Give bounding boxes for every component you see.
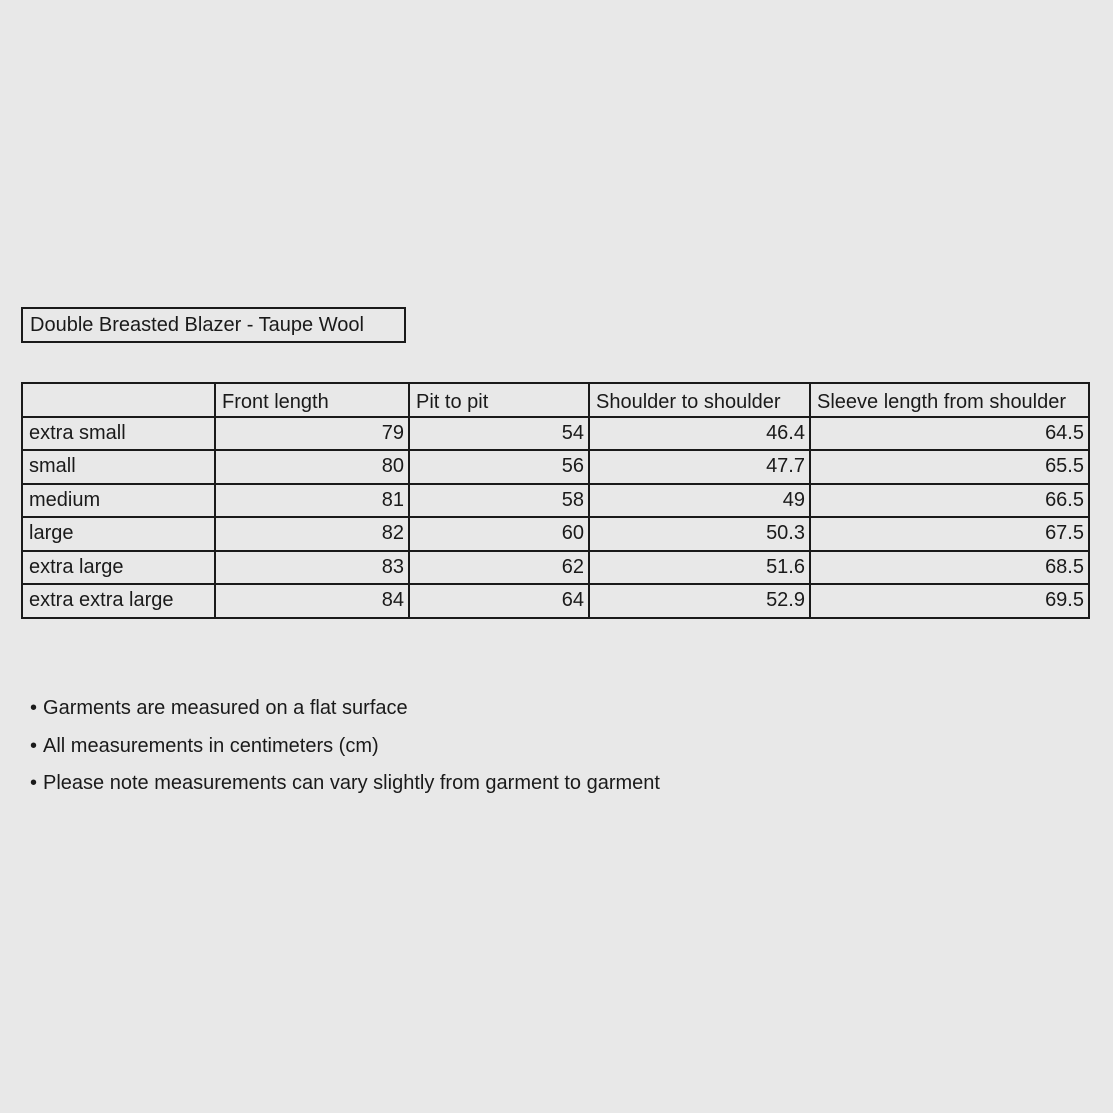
sleeve-length-cell: 68.5 (810, 551, 1089, 585)
table-row (22, 517, 1089, 551)
pit-to-pit-cell: 56 (409, 450, 589, 484)
header-cell-shoulder-to-shoulder: Shoulder to shoulder (589, 383, 810, 417)
front-length-cell: 81 (215, 484, 409, 518)
note-text: Please note measurements can vary slightly from garment to garment (43, 772, 660, 794)
shoulder-to-shoulder-cell: 52.9 (589, 584, 810, 618)
note-text: Garments are measured on a flat surface (43, 697, 408, 719)
note-item (30, 690, 660, 728)
table-row (22, 417, 1089, 451)
table-row (22, 484, 1089, 518)
shoulder-to-shoulder-cell: 47.7 (589, 450, 810, 484)
chart-title: Double Breasted Blazer - Taupe Wool (21, 307, 406, 343)
sleeve-length-cell: 67.5 (810, 517, 1089, 551)
bullet-icon: • (30, 734, 38, 757)
size-label: extra extra large (22, 584, 215, 618)
table-row (22, 551, 1089, 585)
size-label: medium (22, 484, 215, 518)
sleeve-length-cell: 69.5 (810, 584, 1089, 618)
size-label: large (22, 517, 215, 551)
header-cell-sleeve-length: Sleeve length from shoulder (810, 383, 1089, 417)
bullet-icon: • (30, 772, 38, 794)
note-item (30, 728, 660, 766)
table-row (22, 584, 1089, 618)
front-length-cell: 82 (215, 517, 409, 551)
note-item (30, 765, 660, 803)
header-cell-corner (22, 383, 215, 417)
pit-to-pit-cell: 54 (409, 417, 589, 451)
size-label: small (22, 450, 215, 484)
front-length-cell: 80 (215, 450, 409, 484)
sleeve-length-cell: 66.5 (810, 484, 1089, 518)
header-cell-pit-to-pit: Pit to pit (409, 383, 589, 417)
sleeve-length-cell: 65.5 (810, 450, 1089, 484)
size-label: extra large (22, 551, 215, 585)
shoulder-to-shoulder-cell: 46.4 (589, 417, 810, 451)
sleeve-length-cell: 64.5 (810, 417, 1089, 451)
pit-to-pit-cell: 60 (409, 517, 589, 551)
note-text: All measurements in centimeters (cm) (43, 734, 379, 757)
table-row (22, 450, 1089, 484)
pit-to-pit-cell: 62 (409, 551, 589, 585)
shoulder-to-shoulder-cell: 51.6 (589, 551, 810, 585)
header-cell-front-length: Front length (215, 383, 409, 417)
pit-to-pit-cell: 58 (409, 484, 589, 518)
shoulder-to-shoulder-cell: 49 (589, 484, 810, 518)
size-table (21, 382, 1090, 619)
front-length-cell: 84 (215, 584, 409, 618)
front-length-cell: 83 (215, 551, 409, 585)
front-length-cell: 79 (215, 417, 409, 451)
pit-to-pit-cell: 64 (409, 584, 589, 618)
shoulder-to-shoulder-cell: 50.3 (589, 517, 810, 551)
bullet-icon: • (30, 697, 38, 719)
table-header-row (22, 383, 1089, 417)
notes-list (30, 690, 660, 803)
size-label: extra small (22, 417, 215, 451)
